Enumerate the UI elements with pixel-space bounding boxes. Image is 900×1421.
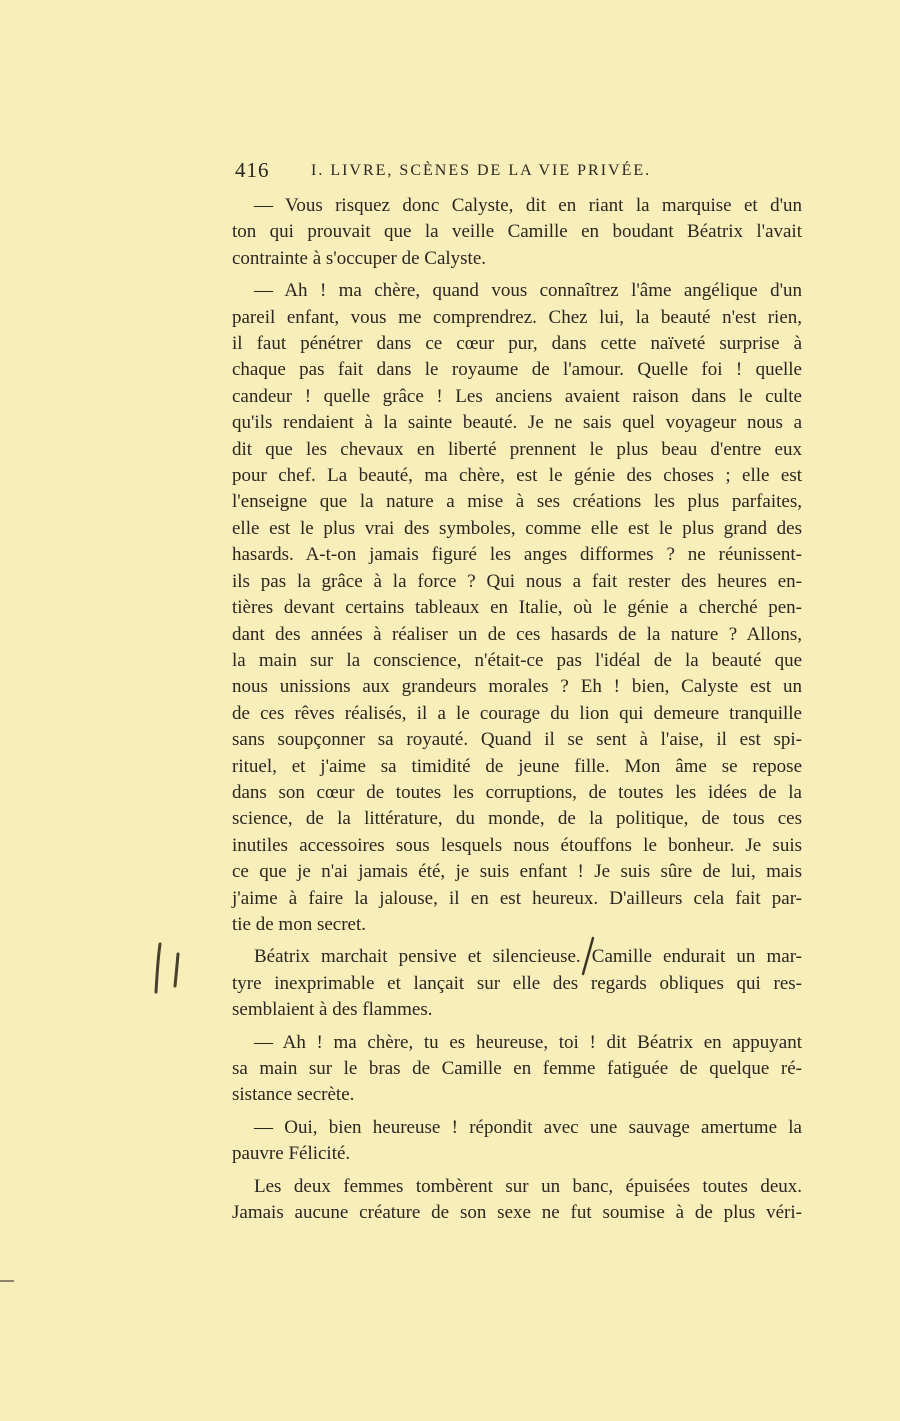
- text-line: qu'ils rendaient à la sainte beauté. Je ne sais quel voyageur nous a: [232, 412, 802, 434]
- text-line: elle est le plus vrai des symboles, comme elle est le plus grand des: [232, 517, 802, 539]
- page-number: 416: [235, 158, 270, 182]
- paragraph: [232, 1030, 802, 1109]
- text-line: sistance secrète.: [232, 1084, 355, 1106]
- text-line: semblaient à des flammes.: [232, 999, 433, 1021]
- paragraph: [232, 278, 802, 938]
- text-line: pour chef. La beauté, ma chère, est le génie des choses ; elle est: [232, 465, 802, 487]
- text-line: ils pas la grâce à la force ? Qui nous a fait rester des heures en-: [232, 570, 802, 592]
- text-line: tières devant certains tableaux en Italie, où le génie a cherché pen-: [232, 597, 802, 619]
- paragraph: [232, 193, 802, 272]
- paragraph: [232, 944, 802, 1023]
- text-line: j'aime à faire la jalouse, il en est heureux. D'ailleurs cela fait par-: [232, 887, 802, 909]
- page-header: [233, 158, 803, 188]
- text-line: rituel, et j'aime sa timidité de jeune fille. Mon âme se repose: [232, 755, 802, 777]
- text-line: — Ah ! ma chère, quand vous connaîtrez l'âme angélique d'un: [254, 280, 802, 302]
- text-line: Jamais aucune créature de son sexe ne fut soumise à de plus véri-: [232, 1202, 802, 1224]
- text-line: hasards. A-t-on jamais figuré les anges difformes ? ne réunissent-: [232, 544, 802, 566]
- text-line: — Oui, bien heureuse ! répondit avec une sauvage amertume la: [254, 1116, 802, 1138]
- text-line: — Vous risquez donc Calyste, dit en riant la marquise et d'un: [254, 195, 802, 216]
- text-line: inutiles accessoires sous lesquels nous étouffons le bonheur. Je suis: [232, 834, 802, 856]
- running-head: I. LIVRE, SCÈNES DE LA VIE PRIVÉE.: [311, 162, 652, 179]
- text-line: ton qui prouvait que la veille Camille en boudant Béatrix l'avait: [232, 221, 802, 243]
- text-line: la main sur la conscience, n'était-ce pas l'idéal de la beauté que: [232, 649, 802, 671]
- text-line: pareil enfant, vous me comprendrez. Chez lui, la beauté n'est rien,: [232, 306, 802, 328]
- paragraph: [232, 1174, 802, 1227]
- text-line: pauvre Félicité.: [232, 1143, 351, 1165]
- edge-tick-mark: [0, 1280, 14, 1282]
- text-line: dant des années à réaliser un de ces hasards de la nature ? Allons,: [232, 623, 802, 645]
- text-line: candeur ! quelle grâce ! Les anciens avaient raison dans le culte: [232, 385, 802, 407]
- text-line: l'enseigne que la nature a mise à ses créations les plus parfaites,: [232, 491, 802, 513]
- text-line: sans soupçonner sa royauté. Quand il se sent à l'aise, il est spi-: [232, 729, 802, 751]
- text-line: Béatrix marchait pensive et silencieuse. Camille endurait un mar-: [254, 946, 802, 968]
- text-line: tie de mon secret.: [232, 913, 367, 935]
- text-line: dit que les chevaux en liberté prennent le plus beau d'entre eux: [232, 438, 802, 460]
- text-line: — Ah ! ma chère, tu es heureuse, toi ! dit Béatrix en appuyant: [254, 1031, 802, 1053]
- margin-annotation-mark: [150, 940, 190, 996]
- text-line: Les deux femmes tombèrent sur un banc, épuisées toutes deux.: [254, 1175, 802, 1197]
- text-line: chaque pas fait dans le royaume de l'amour. Quelle foi ! quelle: [232, 359, 802, 381]
- text-line: de ces rêves réalisés, il a le courage du lion qui demeure tranquille: [232, 702, 802, 724]
- inline-slash-mark: [578, 936, 598, 976]
- text-line: science, de la littérature, du monde, de la politique, de tous ces: [232, 808, 802, 830]
- text-line: contrainte à s'occuper de Calyste.: [232, 247, 487, 269]
- text-line: sa main sur le bras de Camille en femme fatiguée de quelque ré-: [232, 1058, 802, 1079]
- body-text: [232, 193, 802, 1232]
- text-line: ce que je n'ai jamais été, je suis enfant ! Je suis sûre de lui, mais: [232, 861, 802, 883]
- text-line: dans son cœur de toutes les corruptions, de toutes les idées de la: [232, 781, 802, 803]
- paragraph: [232, 1115, 802, 1168]
- text-line: nous unissions aux grandeurs morales ? Eh ! bien, Calyste est un: [232, 676, 802, 698]
- text-line: il faut pénétrer dans ce cœur pur, dans cette naïveté surprise à: [232, 333, 802, 355]
- text-line: tyre inexprimable et lançait sur elle des regards obliques qui res-: [232, 972, 802, 994]
